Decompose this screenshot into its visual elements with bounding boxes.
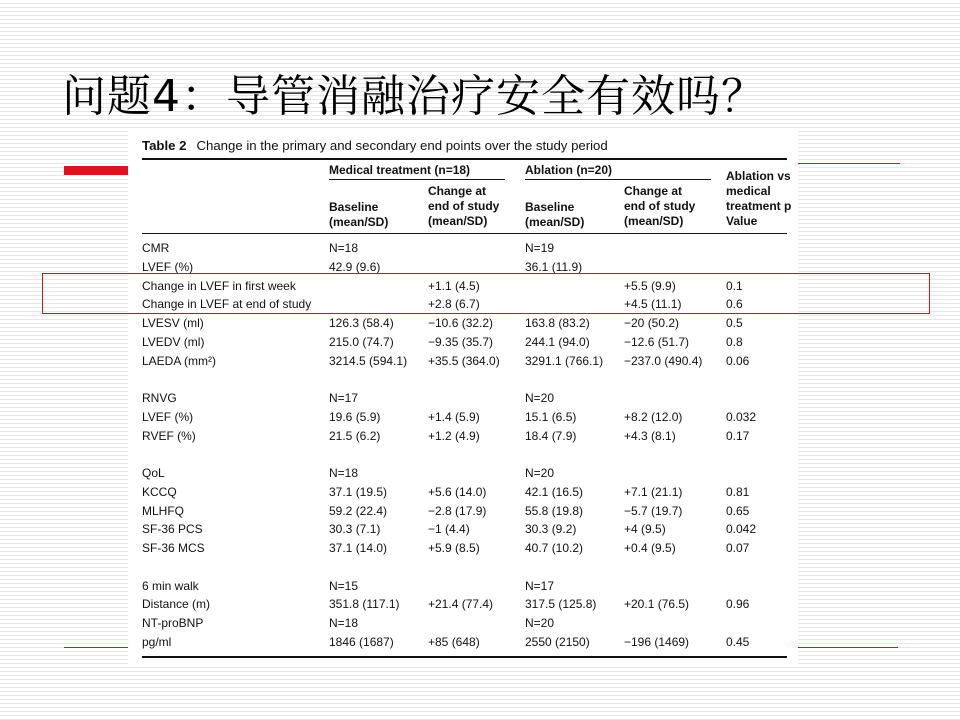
cell-ablation-baseline: 244.1 (94.0) bbox=[525, 334, 590, 349]
cell-p-value: 0.032 bbox=[726, 409, 757, 424]
cell-medical-change: −10.6 (32.2) bbox=[428, 316, 494, 330]
cell-medical-change: +21.4 (77.4) bbox=[428, 597, 494, 612]
cell-ablation-baseline: N=19 bbox=[525, 241, 555, 255]
cell-medical-baseline: N=15 bbox=[329, 578, 359, 593]
cell-ablation-change: +4 (9.5) bbox=[624, 522, 666, 537]
cell-row-label: LVEF (%) bbox=[142, 259, 194, 274]
cell-ablation-change: −5.7 (19.7) bbox=[624, 503, 683, 518]
cell-ablation-baseline: 42.1 (16.5) bbox=[525, 484, 584, 499]
cell-row-label: LVEDV (ml) bbox=[142, 334, 205, 349]
header-group-ablation: Ablation (n=20) bbox=[525, 163, 613, 177]
data-table bbox=[128, 128, 798, 664]
cell-medical-baseline: N=18 bbox=[329, 241, 359, 255]
cell-medical-baseline: N=17 bbox=[329, 391, 359, 405]
cell-medical-change: +5.6 (14.0) bbox=[428, 484, 487, 499]
cell-row-label: pg/ml bbox=[142, 634, 172, 649]
cell-ablation-baseline: 317.5 (125.8) bbox=[525, 597, 597, 612]
cell-ablation-baseline: 15.1 (6.5) bbox=[525, 409, 577, 424]
cell-ablation-baseline: N=20 bbox=[525, 616, 555, 630]
cell-medical-change: +1.1 (4.5) bbox=[428, 278, 480, 293]
header-pvalue: Ablation vs medical treatment p Value bbox=[726, 169, 792, 228]
cell-ablation-change: +5.5 (9.9) bbox=[624, 278, 676, 293]
cell-ablation-baseline: 55.8 (19.8) bbox=[525, 503, 584, 518]
cell-ablation-change: +4.3 (8.1) bbox=[624, 428, 676, 443]
cell-medical-baseline: 21.5 (6.2) bbox=[329, 428, 381, 443]
cell-ablation-change: −12.6 (51.7) bbox=[624, 334, 690, 349]
cell-medical-change: −1 (4.4) bbox=[428, 522, 470, 537]
cell-row-label: MLHFQ bbox=[142, 503, 184, 518]
cell-medical-baseline: 126.3 (58.4) bbox=[329, 316, 394, 330]
cell-ablation-change: −237.0 (490.4) bbox=[624, 353, 703, 368]
cell-ablation-baseline: 3291.1 (766.1) bbox=[525, 353, 604, 368]
cell-p-value: 0.96 bbox=[726, 597, 750, 612]
cell-ablation-baseline: N=17 bbox=[525, 578, 555, 593]
cell-medical-baseline: 37.1 (14.0) bbox=[329, 541, 388, 555]
cell-medical-baseline: 1846 (1687) bbox=[329, 634, 394, 649]
slide-title: 问题4：导管消融治疗安全有效吗？ bbox=[62, 71, 766, 122]
cell-ablation-change: −196 (1469) bbox=[624, 634, 690, 649]
cell-medical-baseline: N=18 bbox=[329, 466, 359, 480]
cell-p-value: 0.042 bbox=[726, 522, 757, 537]
table-top-rule bbox=[142, 158, 787, 160]
cell-row-label: RVEF (%) bbox=[142, 428, 196, 443]
cell-row-label: KCCQ bbox=[142, 484, 177, 499]
cell-row-label: NT-proBNP bbox=[142, 616, 204, 630]
cell-medical-baseline: 42.9 (9.6) bbox=[329, 259, 381, 274]
table-bottom-rule bbox=[142, 656, 787, 658]
cell-row-label: 6 min walk bbox=[142, 578, 199, 593]
cell-ablation-baseline: 2550 (2150) bbox=[525, 634, 590, 649]
cell-medical-baseline: 59.2 (22.4) bbox=[329, 503, 388, 518]
table-caption-label: Table 2 bbox=[142, 138, 187, 153]
cell-medical-baseline: 19.6 (5.9) bbox=[329, 409, 381, 424]
cell-medical-change: −2.8 (17.9) bbox=[428, 503, 487, 518]
header-ablation-baseline: Baseline (mean/SD) bbox=[525, 200, 585, 229]
red-accent-bar bbox=[64, 166, 128, 175]
cell-ablation-change: +4.5 (11.1) bbox=[624, 297, 682, 312]
cell-p-value: 0.81 bbox=[726, 484, 750, 499]
cell-p-value: 0.07 bbox=[726, 541, 750, 555]
cell-row-label: SF-36 PCS bbox=[142, 522, 203, 537]
cell-row-label: RNVG bbox=[142, 391, 177, 405]
table-caption bbox=[142, 138, 608, 153]
header-group-medical-rule bbox=[329, 179, 505, 180]
cell-medical-change: −9.35 (35.7) bbox=[428, 334, 494, 349]
cell-medical-baseline: 3214.5 (594.1) bbox=[329, 353, 408, 368]
cell-ablation-baseline: 18.4 (7.9) bbox=[525, 428, 577, 443]
header-medical-baseline: Baseline (mean/SD) bbox=[329, 200, 389, 229]
cell-medical-change: +1.2 (4.9) bbox=[428, 428, 480, 443]
cell-ablation-baseline: 36.1 (11.9) bbox=[525, 259, 583, 274]
cell-row-label: LVEF (%) bbox=[142, 409, 194, 424]
cell-ablation-baseline: 30.3 (9.2) bbox=[525, 522, 577, 537]
cell-p-value: 0.17 bbox=[726, 428, 750, 443]
cell-medical-change: +35.5 (364.0) bbox=[428, 353, 500, 368]
cell-ablation-change: +0.4 (9.5) bbox=[624, 541, 676, 555]
cell-row-label: Change in LVEF at end of study bbox=[142, 297, 312, 312]
header-group-ablation-rule bbox=[525, 179, 711, 180]
cell-ablation-baseline: N=20 bbox=[525, 466, 555, 480]
cell-p-value: 0.8 bbox=[726, 334, 743, 349]
cell-medical-baseline: 37.1 (19.5) bbox=[329, 484, 388, 499]
cell-ablation-baseline: 40.7 (10.2) bbox=[525, 541, 584, 555]
cell-row-label: Change in LVEF in first week bbox=[142, 278, 296, 293]
cell-medical-baseline: 351.8 (117.1) bbox=[329, 597, 400, 612]
table-header-rule bbox=[142, 233, 787, 234]
cell-p-value: 0.45 bbox=[726, 634, 750, 649]
cell-p-value: 0.06 bbox=[726, 353, 750, 368]
cell-ablation-baseline: N=20 bbox=[525, 391, 555, 405]
header-ablation-change: Change at end of study (mean/SD) bbox=[624, 184, 696, 228]
cell-ablation-change: +8.2 (12.0) bbox=[624, 409, 683, 424]
cell-medical-change: +5.9 (8.5) bbox=[428, 541, 480, 555]
header-medical-change: Change at end of study (mean/SD) bbox=[428, 184, 500, 228]
cell-ablation-change: +7.1 (21.1) bbox=[624, 484, 683, 499]
cell-p-value: 0.65 bbox=[726, 503, 750, 518]
cell-medical-change: +85 (648) bbox=[428, 634, 480, 649]
highlight-box bbox=[42, 273, 930, 314]
cell-row-label: CMR bbox=[142, 241, 170, 255]
cell-ablation-change: +20.1 (76.5) bbox=[624, 597, 690, 612]
cell-row-label: LVESV (ml) bbox=[142, 316, 204, 330]
cell-medical-baseline: N=18 bbox=[329, 616, 359, 630]
cell-row-label: QoL bbox=[142, 466, 165, 480]
cell-p-value: 0.6 bbox=[726, 297, 743, 312]
cell-p-value: 0.5 bbox=[726, 316, 743, 330]
cell-ablation-change: −20 (50.2) bbox=[624, 316, 680, 330]
cell-medical-baseline: 215.0 (74.7) bbox=[329, 334, 394, 349]
cell-medical-change: +1.4 (5.9) bbox=[428, 409, 480, 424]
cell-row-label: Distance (m) bbox=[142, 597, 211, 612]
cell-p-value: 0.1 bbox=[726, 278, 743, 293]
cell-ablation-baseline: 163.8 (83.2) bbox=[525, 316, 590, 330]
header-group-medical: Medical treatment (n=18) bbox=[329, 163, 471, 177]
cell-medical-baseline: 30.3 (7.1) bbox=[329, 522, 381, 537]
cell-medical-change: +2.8 (6.7) bbox=[428, 297, 480, 312]
cell-row-label: SF-36 MCS bbox=[142, 541, 205, 555]
cell-row-label: LAEDA (mm²) bbox=[142, 353, 217, 368]
table-caption-text: Change in the primary and secondary end points over the study period bbox=[196, 138, 608, 153]
